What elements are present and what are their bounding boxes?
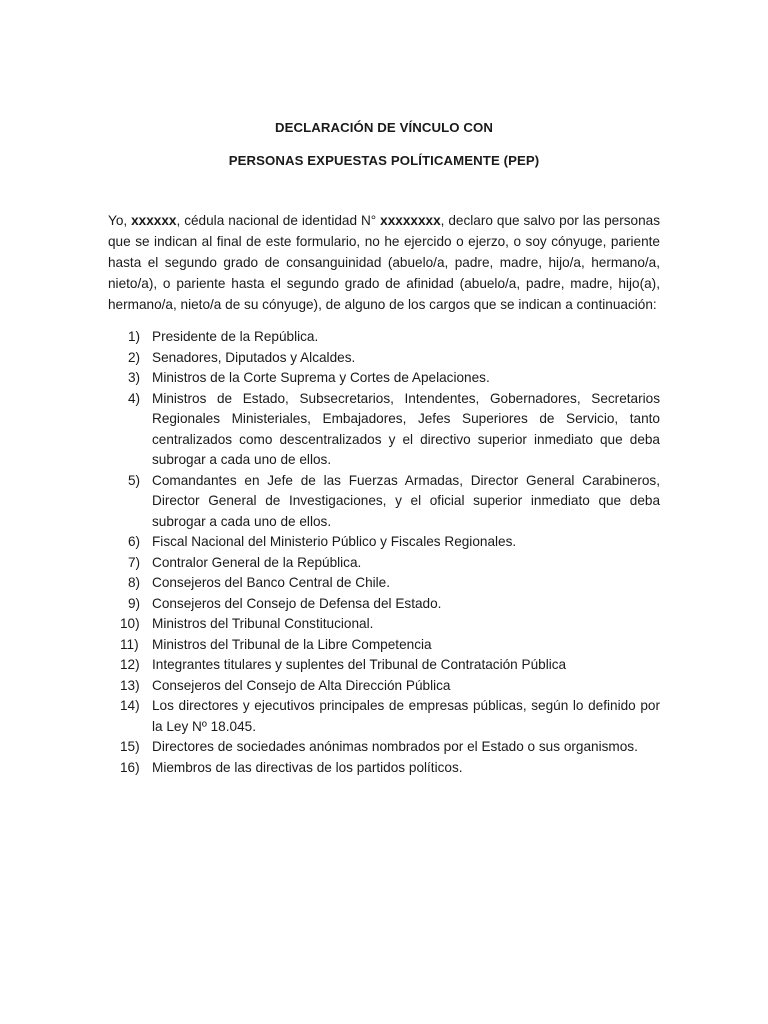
list-item-number: 15)	[120, 739, 140, 754]
list-item-number: 3)	[128, 370, 141, 385]
list-item-number: 16)	[120, 759, 140, 775]
list-item-text: Comandantes en Jefe de las Fuerzas Armadas, Director General Carabineros, Director General de Investigaciones, y el oficial superior inmediato que deba subrogar a cada uno de ellos.	[152, 472, 660, 529]
name-placeholder: xxxxxx	[131, 213, 177, 228]
list-item-text: Contralor General de la República.	[152, 554, 362, 570]
id-placeholder: xxxxxxxx	[380, 213, 441, 228]
list-item-text: Fiscal Nacional del Ministerio Público y Fiscales Regionales.	[152, 534, 517, 549]
list-item-text: Consejeros del Banco Central de Chile.	[152, 575, 391, 590]
list-item-number: 1)	[128, 329, 141, 344]
list-item-text: Consejeros del Consejo de Defensa del Estado.	[152, 595, 442, 611]
list-item	[108, 348, 660, 369]
list-item-number: 8)	[128, 575, 141, 590]
list-item-number: 6)	[128, 534, 141, 549]
document-title-line2: PERSONAS EXPUESTAS POLÍTICAMENTE (PEP)	[228, 153, 540, 168]
intro-text-1: Yo,	[108, 213, 132, 228]
list-item	[108, 389, 660, 471]
positions-list	[108, 327, 660, 778]
list-item	[108, 614, 660, 635]
list-item	[108, 368, 660, 389]
list-item-number: 2)	[128, 349, 141, 365]
list-item-text: Presidente de la República.	[152, 329, 319, 344]
list-item-number: 4)	[128, 390, 141, 406]
list-item-number: 9)	[128, 595, 141, 611]
list-item-number: 13)	[120, 677, 140, 693]
list-item-text: Directores de sociedades anónimas nombrados por el Estado o sus organismos.	[152, 739, 638, 754]
list-item-text: Ministros de la Corte Suprema y Cortes de Apelaciones.	[152, 370, 490, 385]
intro-paragraph	[108, 210, 660, 315]
list-item-text: Miembros de las directivas de los partidos políticos.	[152, 759, 463, 775]
list-item-text: Ministros del Tribunal de la Libre Competencia	[152, 636, 432, 652]
list-item-text: Consejeros del Consejo de Alta Dirección Pública	[152, 677, 451, 693]
intro-text-2: , cédula nacional de identidad N°	[176, 213, 381, 228]
list-item	[108, 758, 660, 779]
list-item	[108, 737, 660, 758]
list-item-text: Integrantes titulares y suplentes del Tribunal de Contratación Pública	[152, 657, 567, 672]
list-item-text: Senadores, Diputados y Alcaldes.	[152, 349, 356, 365]
list-item	[108, 676, 660, 697]
list-item	[108, 696, 660, 737]
list-item-number: 10)	[120, 616, 140, 631]
list-item-number: 5)	[128, 472, 141, 488]
list-item	[108, 573, 660, 594]
list-item	[108, 635, 660, 656]
list-item-number: 11)	[120, 636, 139, 652]
list-item-text: Los directores y ejecutivos principales de empresas públicas, según lo definido por la Ley Nº 18.045.	[152, 698, 660, 734]
list-item-text: Ministros de Estado, Subsecretarios, Intendentes, Gobernadores, Secretarios Regionales Ministeriales, Embajadores, Jefes Superiores de Servicio, tanto centralizados como descentralizados y el directivo superior inmediato que deba subrogar a cada uno de ellos.	[152, 390, 660, 467]
list-item	[108, 553, 660, 574]
list-item	[108, 327, 660, 348]
intro-text-3: , declaro que salvo por las personas que se indican al final de este formulario, no he ejercido o ejerzo, o soy cónyuge, pariente hasta el segundo grado de consanguinidad (abuelo/a, padre, madre, hijo/a, hermano/a, nieto/a), o pariente hasta el segundo grado de afinidad (abuelo/a, padre, madre, hijo(a), hermano/a, nieto/a de su cónyuge), de alguno de los cargos que se indican a continuación:	[108, 213, 661, 312]
list-item	[108, 532, 660, 553]
list-item-number: 12)	[120, 657, 140, 672]
list-item-text: Ministros del Tribunal Constitucional.	[152, 616, 374, 631]
list-item	[108, 655, 660, 676]
list-item-number: 14)	[120, 698, 140, 713]
list-item-number: 7)	[128, 554, 141, 570]
list-item	[108, 594, 660, 615]
document-title-line1: DECLARACIÓN DE VÍNCULO CON	[275, 120, 493, 135]
list-item	[108, 471, 660, 533]
